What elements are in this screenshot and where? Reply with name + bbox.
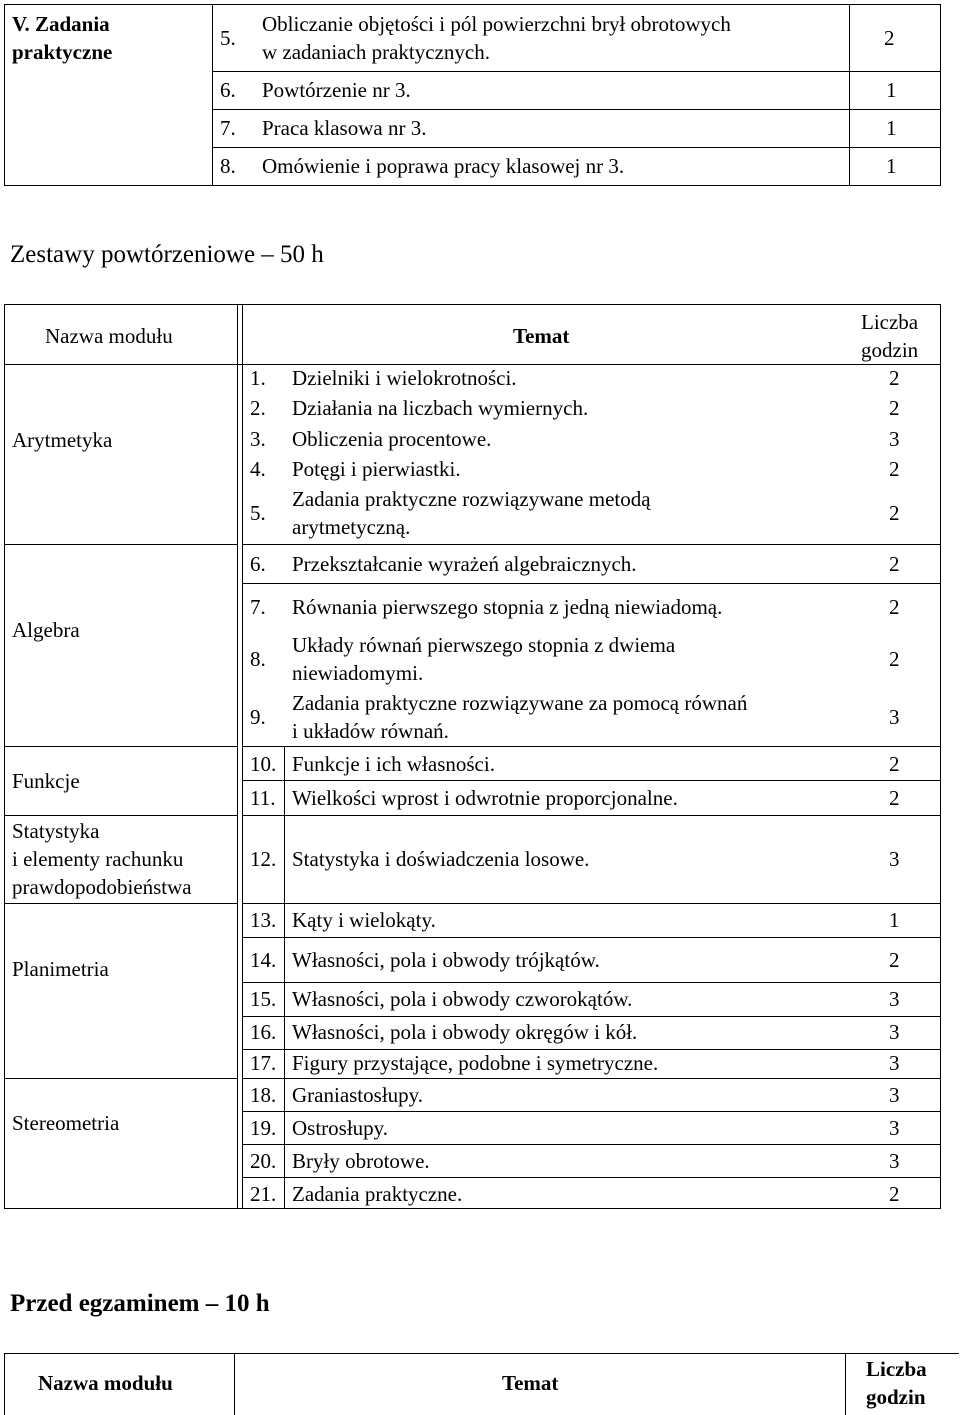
row-number: 4. — [250, 457, 266, 481]
row-number: 2. — [250, 396, 266, 420]
table-rule — [242, 1078, 941, 1079]
row-topic: Praca klasowa nr 3. — [262, 116, 427, 140]
row-hours: 2 — [889, 647, 900, 671]
row-number: 6. — [250, 552, 266, 576]
table-rule — [212, 109, 941, 110]
module-name: i elementy rachunku — [12, 847, 184, 871]
table-rule — [234, 1353, 235, 1415]
table-rule — [242, 937, 941, 938]
row-hours: 3 — [889, 1083, 900, 1107]
row-topic: Statystyka i doświadczenia losowe. — [292, 847, 590, 871]
row-hours: 2 — [889, 366, 900, 390]
row-topic: Kąty i wielokąty. — [292, 908, 436, 932]
row-hours: 1 — [886, 116, 897, 140]
row-topic: Zadania praktyczne rozwiązywane za pomocą równań — [292, 691, 748, 715]
row-hours: 1 — [886, 78, 897, 102]
row-number: 18. — [250, 1083, 277, 1107]
row-topic: Obliczanie objętości i pól powierzchni brył obrotowych — [262, 12, 731, 36]
row-number: 17. — [250, 1051, 277, 1075]
row-number: 14. — [250, 948, 277, 972]
row-hours: 3 — [889, 1020, 900, 1044]
row-hours: 2 — [884, 26, 895, 50]
row-topic: Przekształcanie wyrażeń algebraicznych. — [292, 552, 637, 576]
row-hours: 2 — [889, 552, 900, 576]
table-rule — [4, 304, 5, 1209]
table-rule — [242, 780, 941, 781]
row-hours: 3 — [889, 987, 900, 1011]
row-number: 13. — [250, 908, 277, 932]
module-name: prawdopodobieństwa — [12, 875, 192, 899]
header-hours: Liczba — [866, 1357, 927, 1381]
row-hours: 3 — [889, 1116, 900, 1140]
row-hours: 2 — [889, 595, 900, 619]
row-hours: 2 — [889, 786, 900, 810]
row-hours: 3 — [889, 427, 900, 451]
row-hours: 3 — [889, 1051, 900, 1075]
row-number: 12. — [250, 847, 277, 871]
header-hours: godzin — [861, 338, 919, 362]
row-number: 15. — [250, 987, 277, 1011]
row-topic: Dzielniki i wielokrotności. — [292, 366, 517, 390]
row-topic: w zadaniach praktycznych. — [262, 40, 490, 64]
table-rule — [4, 1353, 5, 1415]
section-title: Przed egzaminem – 10 h — [10, 1290, 270, 1317]
table-rule — [242, 544, 941, 545]
table-rule — [242, 1177, 941, 1178]
row-topic: Obliczenia procentowe. — [292, 427, 492, 451]
table-rule — [242, 815, 941, 816]
row-topic: Bryły obrotowe. — [292, 1149, 430, 1173]
table-rule — [242, 304, 243, 1209]
table-rule — [4, 1353, 959, 1354]
row-topic: Układy równań pierwszego stopnia z dwiema — [292, 633, 676, 657]
module-name: Funkcje — [12, 769, 80, 793]
table-rule — [4, 746, 237, 747]
row-number: 20. — [250, 1149, 277, 1173]
table-rule — [4, 903, 237, 904]
header-topic: Temat — [502, 1371, 559, 1395]
table-rule — [4, 304, 941, 305]
table-rule — [4, 815, 237, 816]
table-rule — [4, 544, 237, 545]
row-topic: Własności, pola i obwody czworokątów. — [292, 987, 633, 1011]
header-hours: godzin — [866, 1385, 926, 1409]
row-topic: Własności, pola i obwody trójkątów. — [292, 948, 600, 972]
module-name: Arytmetyka — [12, 428, 113, 452]
table-rule — [242, 746, 941, 747]
table-rule — [4, 4, 5, 186]
row-topic: Funkcje i ich własności. — [292, 752, 495, 776]
table-rule — [849, 4, 850, 186]
row-topic: Wielkości wprost i odwrotnie proporcjonalne. — [292, 786, 678, 810]
row-number: 16. — [250, 1020, 277, 1044]
row-topic: Działania na liczbach wymiernych. — [292, 396, 589, 420]
table-rule — [212, 4, 213, 186]
row-hours: 2 — [889, 948, 900, 972]
table-rule — [242, 1016, 941, 1017]
row-hours: 3 — [889, 705, 900, 729]
table-rule — [940, 4, 941, 186]
table-rule — [940, 304, 941, 1209]
row-hours: 2 — [889, 501, 900, 525]
row-number: 1. — [250, 366, 266, 390]
table-rule — [212, 147, 941, 148]
table-rule — [242, 982, 941, 983]
row-topic: Zadania praktyczne. — [292, 1182, 463, 1206]
row-hours: 3 — [889, 847, 900, 871]
row-number: 8. — [250, 647, 266, 671]
table-rule — [284, 746, 285, 1209]
table-rule — [242, 1111, 941, 1112]
row-topic: Graniastosłupy. — [292, 1083, 424, 1107]
row-number: 11. — [250, 786, 276, 810]
row-topic: Własności, pola i obwody okręgów i kół. — [292, 1020, 638, 1044]
module-name: Statystyka — [12, 819, 100, 843]
section-label: praktyczne — [12, 40, 113, 64]
row-topic: Zadania praktyczne rozwiązywane metodą — [292, 487, 651, 511]
table-rule — [845, 1353, 846, 1415]
row-hours: 2 — [889, 457, 900, 481]
row-topic: Ostrosłupy. — [292, 1116, 389, 1140]
row-hours: 1 — [889, 908, 900, 932]
row-topic: Potęgi i pierwiastki. — [292, 457, 461, 481]
row-number: 5. — [220, 26, 236, 50]
section-label: V. Zadania — [12, 12, 110, 36]
row-topic: Omówienie i poprawa pracy klasowej nr 3. — [262, 154, 625, 178]
row-hours: 2 — [889, 752, 900, 776]
row-topic: i układów równań. — [292, 719, 449, 743]
header-topic: Temat — [513, 324, 570, 348]
table-rule — [242, 583, 941, 584]
table-rule — [4, 1208, 941, 1209]
row-topic: arytmetyczną. — [292, 515, 411, 539]
module-name: Algebra — [12, 618, 80, 642]
table-rule — [242, 903, 941, 904]
row-number: 3. — [250, 427, 266, 451]
table-rule — [237, 304, 238, 1209]
table-rule — [242, 1144, 941, 1145]
row-topic: niewiadomymi. — [292, 661, 424, 685]
row-number: 6. — [220, 78, 236, 102]
row-hours: 2 — [889, 396, 900, 420]
row-topic: Figury przystające, podobne i symetryczne. — [292, 1051, 659, 1075]
module-name: Planimetria — [12, 957, 109, 981]
row-number: 7. — [250, 595, 266, 619]
row-number: 9. — [250, 705, 266, 729]
header-hours: Liczba — [861, 310, 919, 334]
row-hours: 3 — [889, 1149, 900, 1173]
row-number: 8. — [220, 154, 236, 178]
table-rule — [212, 71, 941, 72]
table-rule — [4, 1078, 237, 1079]
row-topic: Powtórzenie nr 3. — [262, 78, 411, 102]
row-number: 19. — [250, 1116, 277, 1140]
table-rule — [4, 185, 941, 186]
row-hours: 2 — [889, 1182, 900, 1206]
section-title: Zestawy powtórzeniowe – 50 h — [10, 241, 324, 268]
row-number: 7. — [220, 116, 236, 140]
row-number: 10. — [250, 752, 277, 776]
row-number: 5. — [250, 501, 266, 525]
header-module: Nazwa modułu — [38, 1371, 173, 1395]
row-topic: Równania pierwszego stopnia z jedną niewiadomą. — [292, 595, 723, 619]
row-hours: 1 — [886, 154, 897, 178]
table-rule — [4, 4, 941, 5]
header-module: Nazwa modułu — [45, 324, 173, 348]
module-name: Stereometria — [12, 1111, 120, 1135]
row-number: 21. — [250, 1182, 277, 1206]
